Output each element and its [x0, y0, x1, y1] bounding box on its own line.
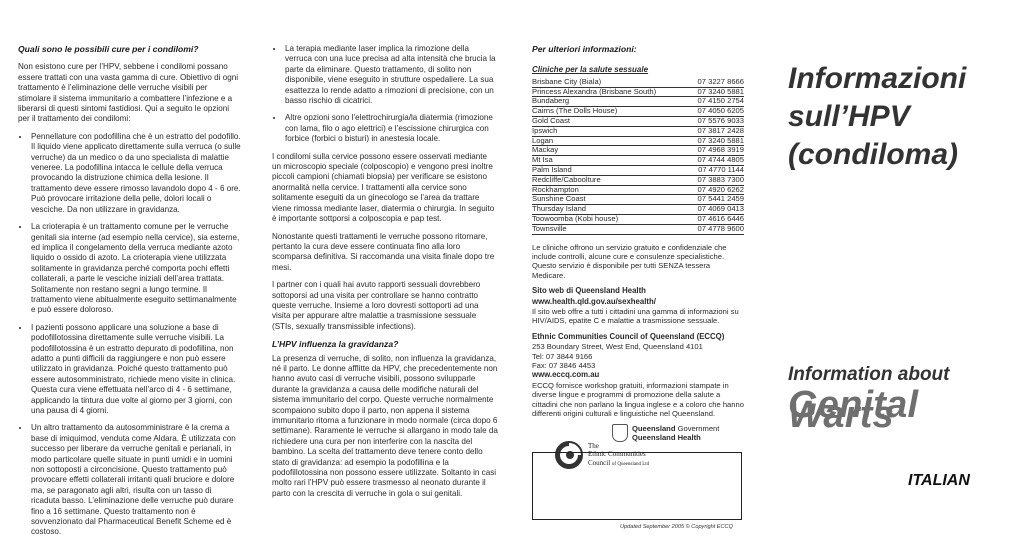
clinic-name: Princess Alexandra (Brisbane South) — [532, 86, 657, 96]
clinic-name: Thursday Island — [532, 204, 587, 214]
clinic-name: Townsville — [532, 223, 567, 233]
clinic-name: Sunshine Coast — [532, 194, 586, 204]
clinic-phone: 07 4050 6205 — [697, 106, 744, 116]
eccq-logo-ethnic: Ethnic Communities — [588, 450, 646, 459]
clinic-phone: 07 3883 7300 — [697, 174, 744, 184]
list-item: • Un altro trattamento da autosomministrare è la crema a base di imiquimod, venduta come Aldara. È utilizzata con successo per liberare da verruche genitali e perianali, in modo particolare quelle situate in punti umidi e in uomini non sottoposti a circoncisione. Questo trattamento può provocare effetti collaterali irritanti quali bruciore e dolore ma, se paragonato agli altri, risulta con un tasso di ricaduta basso. L’eliminazione delle verruche può durare fino a 16 settimane. Questo trattamento non è sovvenzionato dal Pharmaceutical Benefit Scheme ed è costoso. — [30, 423, 242, 537]
intro-paragraph: Non esistono cure per l’HPV, sebbene i condilomi possano essere trattati con una vasta gamma di cure. Obiettivo di ogni trattamento è l’eliminazione delle verruche visibili per stimolare il sistema immunitario a combattere l’infezione e a liberarsi di questi sintomi fastidiosi. Qui a seguito le opzioni per il trattamento dei condilomi: — [18, 62, 238, 124]
list-item: • Pennellature con podofillina che è un estratto del podofillo. Il liquido viene applicato direttamente sulla verruca (o sulle verruche) da un medico o da uno specialista di malattie veneree. La podofillina intacca le cellule della verruca provocando la distruzione chimica della lesione. Il trattamento deve essere rimosso lavandolo dopo 4 - 6 ore. Può provocare irritazione della pelle, dolori locali o vesciche. Da non utilizzare in gravidanza. — [30, 132, 242, 215]
column-contacts — [532, 44, 744, 476]
qld-logo-word: Queensland — [632, 424, 676, 434]
clinic-name: Cairns (The Dolls House) — [532, 106, 618, 116]
clinic-name: Toowoomba (Kobi house) — [532, 213, 619, 223]
clinic-name: Logan — [532, 135, 554, 145]
clinic-name: Mackay — [532, 145, 559, 155]
clinic-row — [532, 225, 744, 235]
language-label: ITALIAN — [908, 472, 970, 489]
clinic-phone: 07 4920 6262 — [697, 184, 744, 194]
clinic-phone: 07 3240 5881 — [697, 135, 744, 145]
treatment-list — [18, 132, 242, 538]
clinic-name: Ipswich — [532, 125, 558, 135]
eccq-url-link[interactable]: www.eccq.com.au — [532, 370, 600, 380]
clinic-phone: 07 4968 3919 — [697, 145, 744, 155]
clinic-name: Rockhampton — [532, 184, 579, 194]
clinic-name: Redcliffe/Caboolture — [532, 174, 601, 184]
eccq-logo-council: Council — [588, 458, 611, 467]
pregnancy-paragraph: La presenza di verruche, di solito, non influenza la gravidanza, né il parto. Le donne afflitte da HPV, che precedentemente non hanno avuto casi di verruche visibili, possono svilupparle durante la gravidanza a causa delle modifiche naturali del sistema immunitario del corpo. Queste verruche normalmente scompaiono subito dopo il parto, non appena il sistema immunitario ritorna a funzionare in modo normale (circa dopo 6 settimane). Raramente le verruche si allargano in modo tale da richiedere una cura per non interferire con la nascita del bambino. La scelta del trattamento deve tenere conto dello stato di gravidanza: ad esempio la podofillina e la podofillotossina non possono essere utilizzate. Soltanto in casi molto rari l’HPV può essere trasmesso al neonato durante il parto con la crescita di verruche in gola o sui genitali. — [272, 353, 498, 498]
clinics-note: Le cliniche offrono un servizio gratuito e confidenziale che include controlli, alcune cure e consulenze specialistiche. Questo servizio è disponibile per tutti SENZA tessera Medicare. — [532, 242, 727, 280]
heading-more-info: Per ulteriori informazioni: — [532, 44, 637, 54]
cervix-paragraph: I condilomi sulla cervice possono essere osservati mediante un microscopio speciale (colposcopio) e vengono presi inoltre piccoli campioni (chiamati biopsia) per verificare se esistono anormalità nella cervice. I trattamenti alla cervice sono solitamente eseguiti da un ginecologo se l’area da trattare viene rimossa mediante laser, diatermia o chirurgia. In seguito è importante sottporsi a colposcopia e pap test. — [272, 151, 495, 224]
clinic-name: Brisbane City (Biala) — [532, 76, 602, 86]
cover-english-title: Genital Warts — [788, 384, 919, 437]
list-item: • I pazienti possono applicare una soluzione a base di podofillotossina direttamente sulle verruche visibili. La podofillotossina è un estratto depurato di podofillina, non adatto a punti difficili da raggiungere e non può essere utilizzato in gravidanza. Poiché questo trattamento può essere autosomministrato, richiede meno visite in clinica. Questa cura viene effettuata nell’arco di 4 - 6 settimane, applicando la tintura due volte al giorno per 3 giorni, con una pausa di 4 giorni. — [30, 323, 242, 417]
web-description: Il sito web offre a tutti i cittadini una gamma di informazioni su HIV/AIDS, epatite C e malattie a trasmissione sessuale. — [532, 307, 739, 326]
partners-paragraph: I partner con i quali hai avuto rapporti sessuali dovrebbero sottoporsi ad una visita per controllare se hanno contratto queste verruche. Insieme a loro dovresti sottoporti ad una visita per appurare altre malattie a trasmissione sessuale (STIs, sexually transmissible infections). — [272, 280, 481, 331]
clinics-heading: Cliniche per la salute sessuale — [532, 65, 649, 75]
clinic-phone: 07 4616 6446 — [697, 213, 744, 223]
heading-treatments: Quali sono le possibili cure per i condilomi? — [18, 44, 199, 54]
clinic-phone: 07 4778 9600 — [697, 223, 744, 233]
qld-logo-health: Queensland Health — [632, 433, 701, 443]
web-heading: Sito web di Queensland Health — [532, 286, 646, 296]
clinic-phone: 07 4744 4805 — [697, 155, 744, 165]
clinic-phone: 07 3817 2428 — [697, 125, 744, 135]
eccq-description: ECCQ fornisce workshop gratuiti, informazioni stampate in diverse lingue e programmi di promozione della salute a cittadini che non parlano la lingua inglese e a coloro che hanno differenti origini culturali e linguistiche nel Queensland. — [532, 380, 744, 419]
column-treatments-cont — [272, 44, 498, 506]
eccq-tel: Tel: 07 3844 9166 — [532, 351, 593, 361]
eccq-heading: Ethnic Communities Council of Queensland (ECCQ) — [532, 331, 725, 341]
clinic-phone: 07 4069 0413 — [697, 204, 744, 214]
clinic-phone: 07 5576 9033 — [697, 116, 744, 125]
eccq-fax: Fax: 07 3846 4453 — [532, 361, 596, 371]
cover-panel — [760, 0, 1024, 543]
web-url-link[interactable]: www.health.qld.gov.au/sexhealth/ — [532, 296, 656, 306]
cover-title-line2: sull’HPV — [788, 100, 910, 133]
cover-title — [788, 60, 966, 174]
clinic-name: Gold Coast — [532, 116, 570, 125]
clinic-name: Palm Island — [532, 164, 572, 174]
clinic-name: Bundaberg — [532, 96, 570, 106]
eccq-address: 253 Boundary Street, West End, Queensland 4101 — [532, 342, 703, 352]
clinic-phone: 07 4770 1144 — [698, 164, 744, 174]
treatment-list-cont — [272, 44, 498, 145]
heading-pregnancy: L’HPV influenza la gravidanza? — [272, 339, 399, 350]
clinic-phone: 07 3227 8666 — [697, 76, 744, 86]
list-item: • Altre opzioni sono l’elettrochirurgia/la diatermia (rimozione con lama, filo o ago elettrici) e l’escissione chirurgica con forbice (forbici o bisturi) in anestesia locale. — [284, 113, 498, 144]
qld-logo-government: Government — [677, 424, 720, 434]
recurrence-paragraph: Nonostante questi trattamenti le verruche possono ritornare, pertanto la cura deve essere continuata fino alla loro scomparsa definitiva. Si raccomanda una visita finale dopo tre mesi. — [272, 231, 495, 272]
stamp-box — [532, 452, 742, 520]
list-item: • La terapia mediante laser implica la rimozione della verruca con una luce precisa ad alta intensità che brucia la parte da eliminare. Questo trattamento, di solito non disponibile, viene eseguito in strutture ospedaliere. La sua esattezza lo rende adatto a rimozioni di precisione, con un basso rischio di cicatrici. — [284, 44, 498, 106]
cover-subtitle: Information about — [788, 364, 950, 385]
clinic-list — [532, 78, 744, 235]
clinic-name: Mt Isa — [532, 155, 553, 165]
clinic-phone: 07 3240 5881 — [697, 86, 744, 96]
column-treatments — [18, 44, 242, 545]
cover-title-line3: (condiloma) — [788, 138, 958, 171]
clinic-phone: 07 4150 2754 — [697, 96, 744, 106]
clinic-phone: 07 5441 2459 — [697, 194, 744, 204]
eccq-logo-ltd: of Queensland Ltd — [611, 461, 650, 467]
eccq-logo-the: The — [588, 441, 599, 450]
cover-title-line1: Informazioni — [788, 62, 967, 95]
list-item: • La crioterapia è un trattamento comune per le verruche genitali sia interne (ad esempio nella cervice), sia esterne, ed implica il congelamento della verruca mediante azoto liquido o ossido di azoto. La crioterapia viene utilizzata solitamente in gravidanza perché comporta pochi effetti collaterali, a parte le vesciche iniziali dell’area trattata. Solitamente non restano segni a lungo termine. Il trattamento viene abitualmente eseguito settimanalmente e può essere doloroso. — [30, 222, 242, 316]
updated-copyright: Updated September 2005 © Copyright ECCQ — [620, 524, 733, 530]
